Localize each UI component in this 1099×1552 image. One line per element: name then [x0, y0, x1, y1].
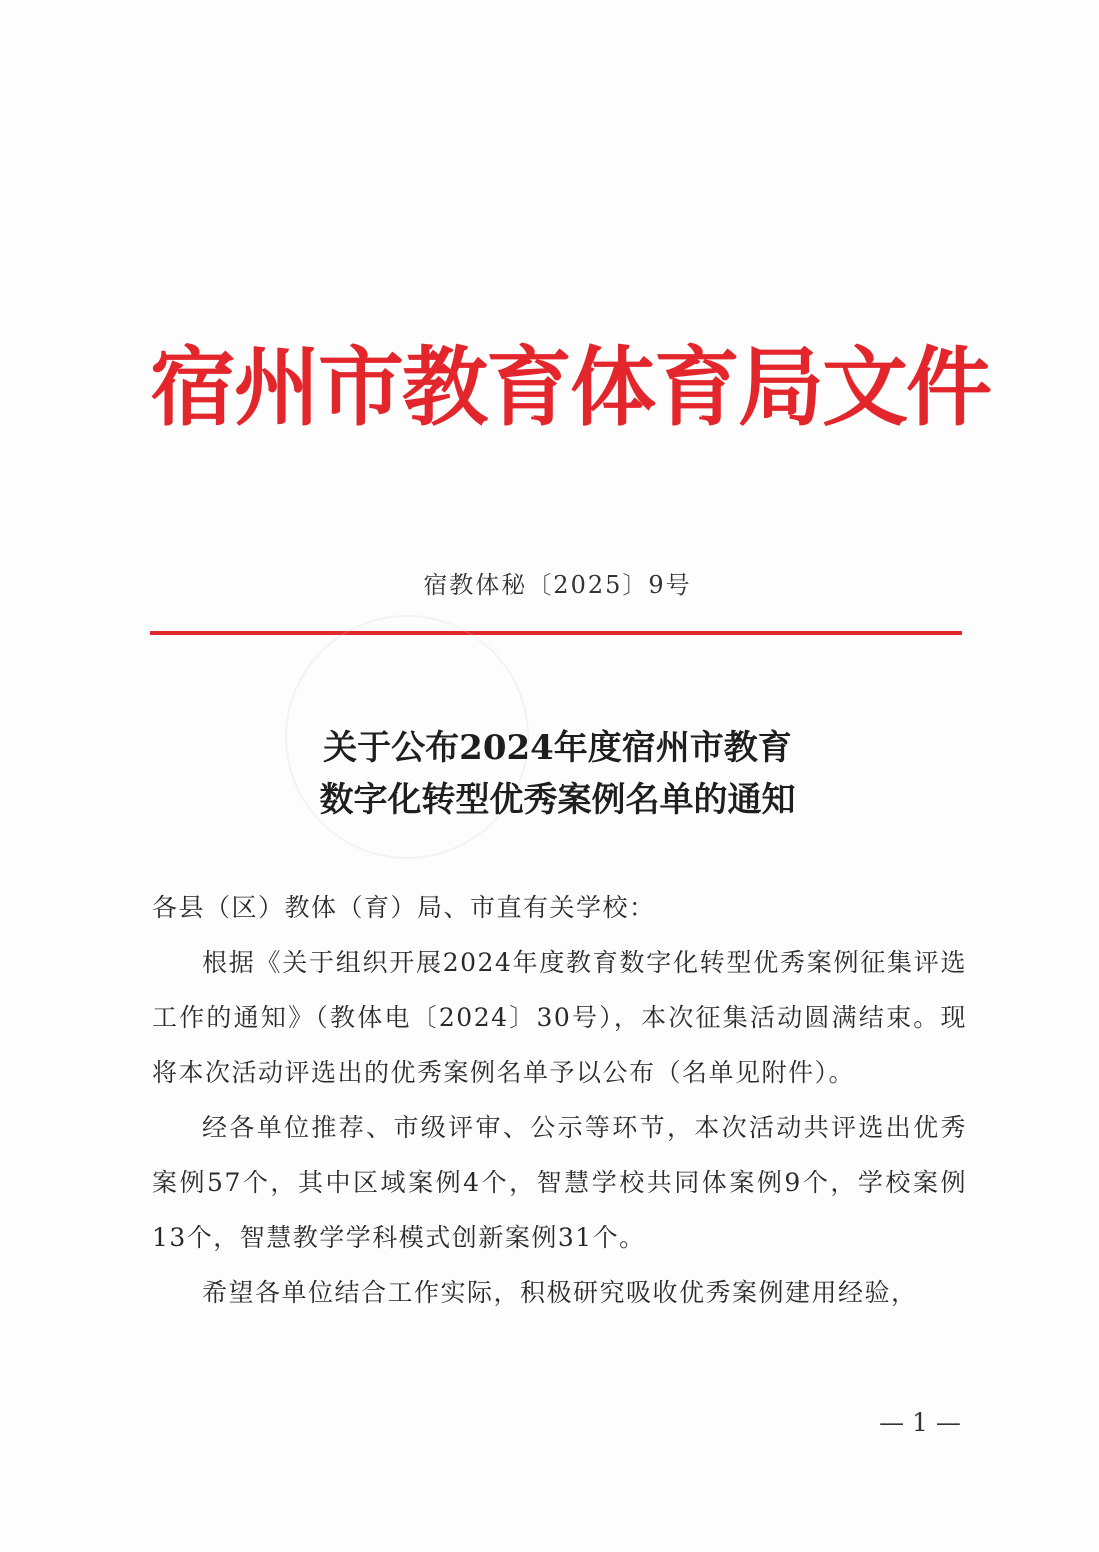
document-body [152, 880, 967, 1320]
red-divider-rule [150, 631, 962, 635]
body-paragraph-3: 希望各单位结合工作实际，积极研究吸收优秀案例建用经验， [202, 1278, 918, 1307]
document-number: 宿教体秘〔2025〕9号 [423, 571, 692, 599]
document-title [150, 722, 965, 826]
salutation: 各县（区）教体（育）局、市直有关学校： [152, 893, 656, 922]
document-title-line-2: 数字化转型优秀案例名单的通知 [319, 780, 796, 820]
page-number: — 1 — [879, 1408, 961, 1437]
body-paragraph-1: 根据《关于组织开展2024年度教育数字化转型优秀案例征集评选工作的通知》（教体电〔2024〕30号），本次征集活动圆满结束。现将本次活动评选出的优秀案例名单予以公布（名单见附件）。 [152, 948, 967, 1087]
org-header-title: 宿州市教育体育局文件 [150, 337, 990, 438]
document-title-line-1: 关于公布2024年度宿州市教育 [323, 728, 792, 768]
body-paragraph-2: 经各单位推荐、市级评审、公示等环节，本次活动共评选出优秀案例57个，其中区域案例4个，智慧学校共同体案例9个，学校案例13个，智慧教学学科模式创新案例31个。 [152, 1113, 967, 1252]
